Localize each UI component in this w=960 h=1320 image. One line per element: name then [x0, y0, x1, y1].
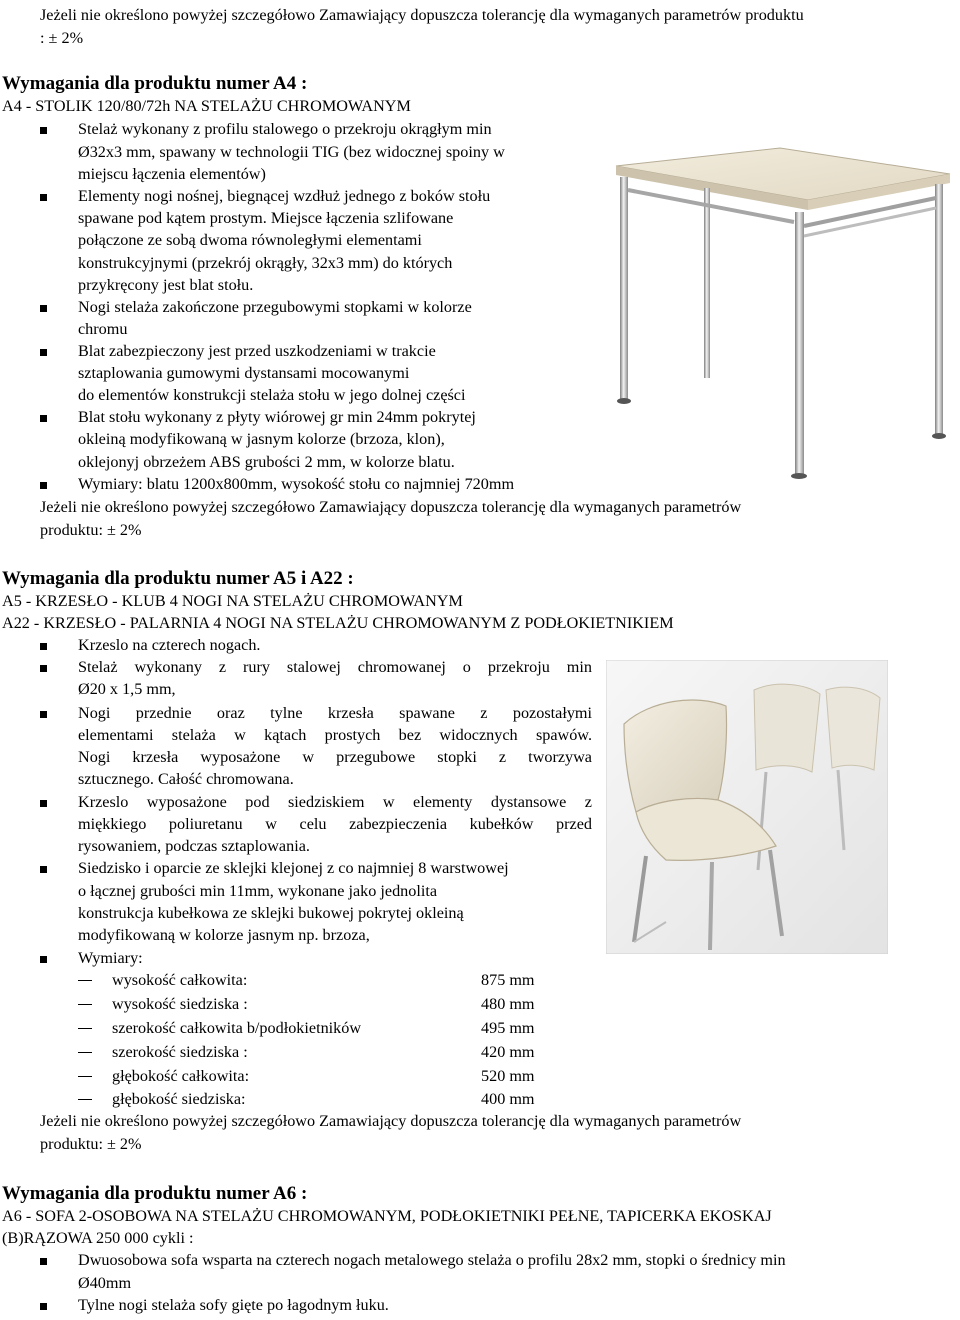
- a5-line: Wymiary:: [78, 949, 143, 967]
- a4-line: miejscu łączenia elementów): [78, 165, 266, 183]
- dim-label: głębokość siedziska:: [112, 1090, 246, 1108]
- tolerance-note-top-cont: : ± 2%: [40, 29, 84, 47]
- a5-line: rysowaniem, podczas sztaplowania.: [78, 837, 310, 855]
- tolerance-note-top: Jeżeli nie określono powyżej szczegółowo Zamawiający dopuszcza tolerancję dla wymaganych parametrów produktu: [40, 6, 804, 24]
- product-title-a4: A4 - STOLIK 120/80/72h NA STELAŻU CHROMOWANYM: [2, 97, 411, 115]
- bullet: [40, 1303, 47, 1310]
- bullet: [40, 127, 47, 134]
- bullet: [40, 194, 47, 201]
- section-heading-a5: Wymagania dla produktu numer A5 i A22 :: [2, 568, 354, 589]
- dash-marker: [78, 1076, 92, 1077]
- dim-value: 480 mm: [481, 995, 535, 1013]
- a5-line: Krzeslo wyposażone pod siedziskiem w elementy dystansowe z: [78, 793, 592, 811]
- bullet: [40, 665, 47, 672]
- a4-line: Blat zabezpieczony jest przed uszkodzeniami w trakcie: [78, 342, 436, 360]
- tolerance-note-a4-cont: produktu: ± 2%: [40, 521, 142, 539]
- dash-marker: [78, 1052, 92, 1053]
- dim-value: 520 mm: [481, 1067, 535, 1085]
- table-photo: [598, 140, 960, 485]
- tolerance-note-a5-cont: produktu: ± 2%: [40, 1135, 142, 1153]
- bullet: [40, 305, 47, 312]
- dim-label: szerokość całkowita b/podłokietników: [112, 1019, 362, 1037]
- a4-line: oklejonyj obrzeżem ABS grubości 2 mm, w kolorze blatu.: [78, 453, 455, 471]
- product-title-a22: A22 - KRZESŁO - PALARNIA 4 NOGI NA STELAŻU CHROMOWANYM Z PODŁOKIETNIKIEM: [2, 614, 674, 632]
- a5-line: modyfikowaną w kolorze jasnym np. brzoza,: [78, 926, 370, 944]
- bullet: [40, 349, 47, 356]
- dim-value: 875 mm: [481, 971, 535, 989]
- dim-value: 495 mm: [481, 1019, 535, 1037]
- dim-value: 420 mm: [481, 1043, 535, 1061]
- chair-photo: [606, 660, 888, 954]
- a5-line: Krzeslo na czterech nogach.: [78, 636, 261, 654]
- dim-label: wysokość siedziska :: [112, 995, 248, 1013]
- a4-line: do elementów konstrukcji stelaża stołu w jego dolnej części: [78, 386, 466, 404]
- a5-line: miękkiego poliuretanu w celu zabezpieczenia kubełków przed: [78, 815, 592, 833]
- a5-line: Ø20 x 1,5 mm,: [78, 680, 176, 698]
- dash-marker: [78, 1004, 92, 1005]
- bullet: [40, 711, 47, 718]
- dash-marker: [78, 980, 92, 981]
- dim-value: 400 mm: [481, 1090, 535, 1108]
- bullet: [40, 1258, 47, 1265]
- a6-line: Dwuosobowa sofa wsparta na czterech nogach metalowego stelaża o profilu 28x2 mm, stopki o średnicy min: [78, 1251, 786, 1269]
- bullet: [40, 800, 47, 807]
- a4-line: Stelaż wykonany z profilu stalowego o przekroju okrągłym min: [78, 120, 492, 138]
- a6-line: Tylne nogi stelaża sofy gięte po łagodnym łuku.: [78, 1296, 389, 1314]
- a5-line: Stelaż wykonany z rury stalowej chromowanej o przekroju min: [78, 658, 592, 676]
- a4-line: Elementy nogi nośnej, biegnącej wzdłuż jednego z boków stołu: [78, 187, 491, 205]
- a5-line: elementami stelaża w kątach prostych bez widocznych spawów.: [78, 726, 592, 744]
- bullet: [40, 482, 47, 489]
- a4-line: połączone ze sobą dwoma równoległymi elementami: [78, 231, 422, 249]
- a4-line: Nogi stelaża zakończone przegubowymi stopkami w kolorze: [78, 298, 472, 316]
- dim-label: wysokość całkowita:: [112, 971, 248, 989]
- a4-line: chromu: [78, 320, 128, 338]
- a4-line: spawane pod kątem prostym. Miejsce łączenia szlifowane: [78, 209, 454, 227]
- a5-line: Siedzisko i oparcie ze sklejki klejonej z co najmniej 8 warstwowej: [78, 859, 509, 877]
- a5-line: Nogi przednie oraz tylne krzesła spawane z pozostałymi: [78, 704, 592, 722]
- tolerance-note-a4: Jeżeli nie określono powyżej szczegółowo Zamawiający dopuszcza tolerancję dla wymaganych parametrów: [40, 498, 742, 516]
- product-title-a6: A6 - SOFA 2-OSOBOWA NA STELAŻU CHROMOWANYM, PODŁOKIETNIKI PEŁNE, TAPICERKA EKOSKAJ: [2, 1207, 772, 1225]
- dash-marker: [78, 1028, 92, 1029]
- a4-line: przykręcony jest blat stołu.: [78, 276, 254, 294]
- a4-line: Wymiary: blatu 1200x800mm, wysokość stołu co najmniej 720mm: [78, 475, 515, 493]
- section-heading-a4: Wymagania dla produktu numer A4 :: [2, 73, 308, 94]
- a5-line: sztucznego. Całość chromowana.: [78, 770, 294, 788]
- a6-line: Ø40mm: [78, 1274, 132, 1292]
- bullet: [40, 956, 47, 963]
- bullet: [40, 866, 47, 873]
- a5-line: o łącznej grubości min 11mm, wykonane jako jednolita: [78, 882, 438, 900]
- product-title-a6-cont: (B)RĄZOWA 250 000 cykli :: [2, 1229, 194, 1247]
- bullet: [40, 643, 47, 650]
- tolerance-note-a5: Jeżeli nie określono powyżej szczegółowo Zamawiający dopuszcza tolerancję dla wymaganych parametrów: [40, 1112, 742, 1130]
- dash-marker: [78, 1099, 92, 1100]
- a4-line: Ø32x3 mm, spawany w technologii TIG (bez widocznej spoiny w: [78, 143, 505, 161]
- a5-line: Nogi krzesła wyposażone w przegubowe stopki z tworzywa: [78, 748, 592, 766]
- a4-line: sztaplowania gumowymi dystansami mocowanymi: [78, 364, 410, 382]
- section-heading-a6: Wymagania dla produktu numer A6 :: [2, 1183, 308, 1204]
- a4-line: konstrukcyjnymi (przekrój okrągły, 32x3 mm) do których: [78, 254, 453, 272]
- dim-label: szerokość siedziska :: [112, 1043, 248, 1061]
- a4-line: okleiną modyfikowaną w jasnym kolorze (brzoza, klon),: [78, 430, 445, 448]
- product-title-a5: A5 - KRZESŁO - KLUB 4 NOGI NA STELAŻU CHROMOWANYM: [2, 592, 463, 610]
- a4-line: Blat stołu wykonany z płyty wiórowej gr min 24mm pokrytej: [78, 408, 476, 426]
- bullet: [40, 415, 47, 422]
- a5-line: konstrukcja kubełkowa ze sklejki bukowej pokrytej okleiną: [78, 904, 464, 922]
- dim-label: głębokość całkowita:: [112, 1067, 250, 1085]
